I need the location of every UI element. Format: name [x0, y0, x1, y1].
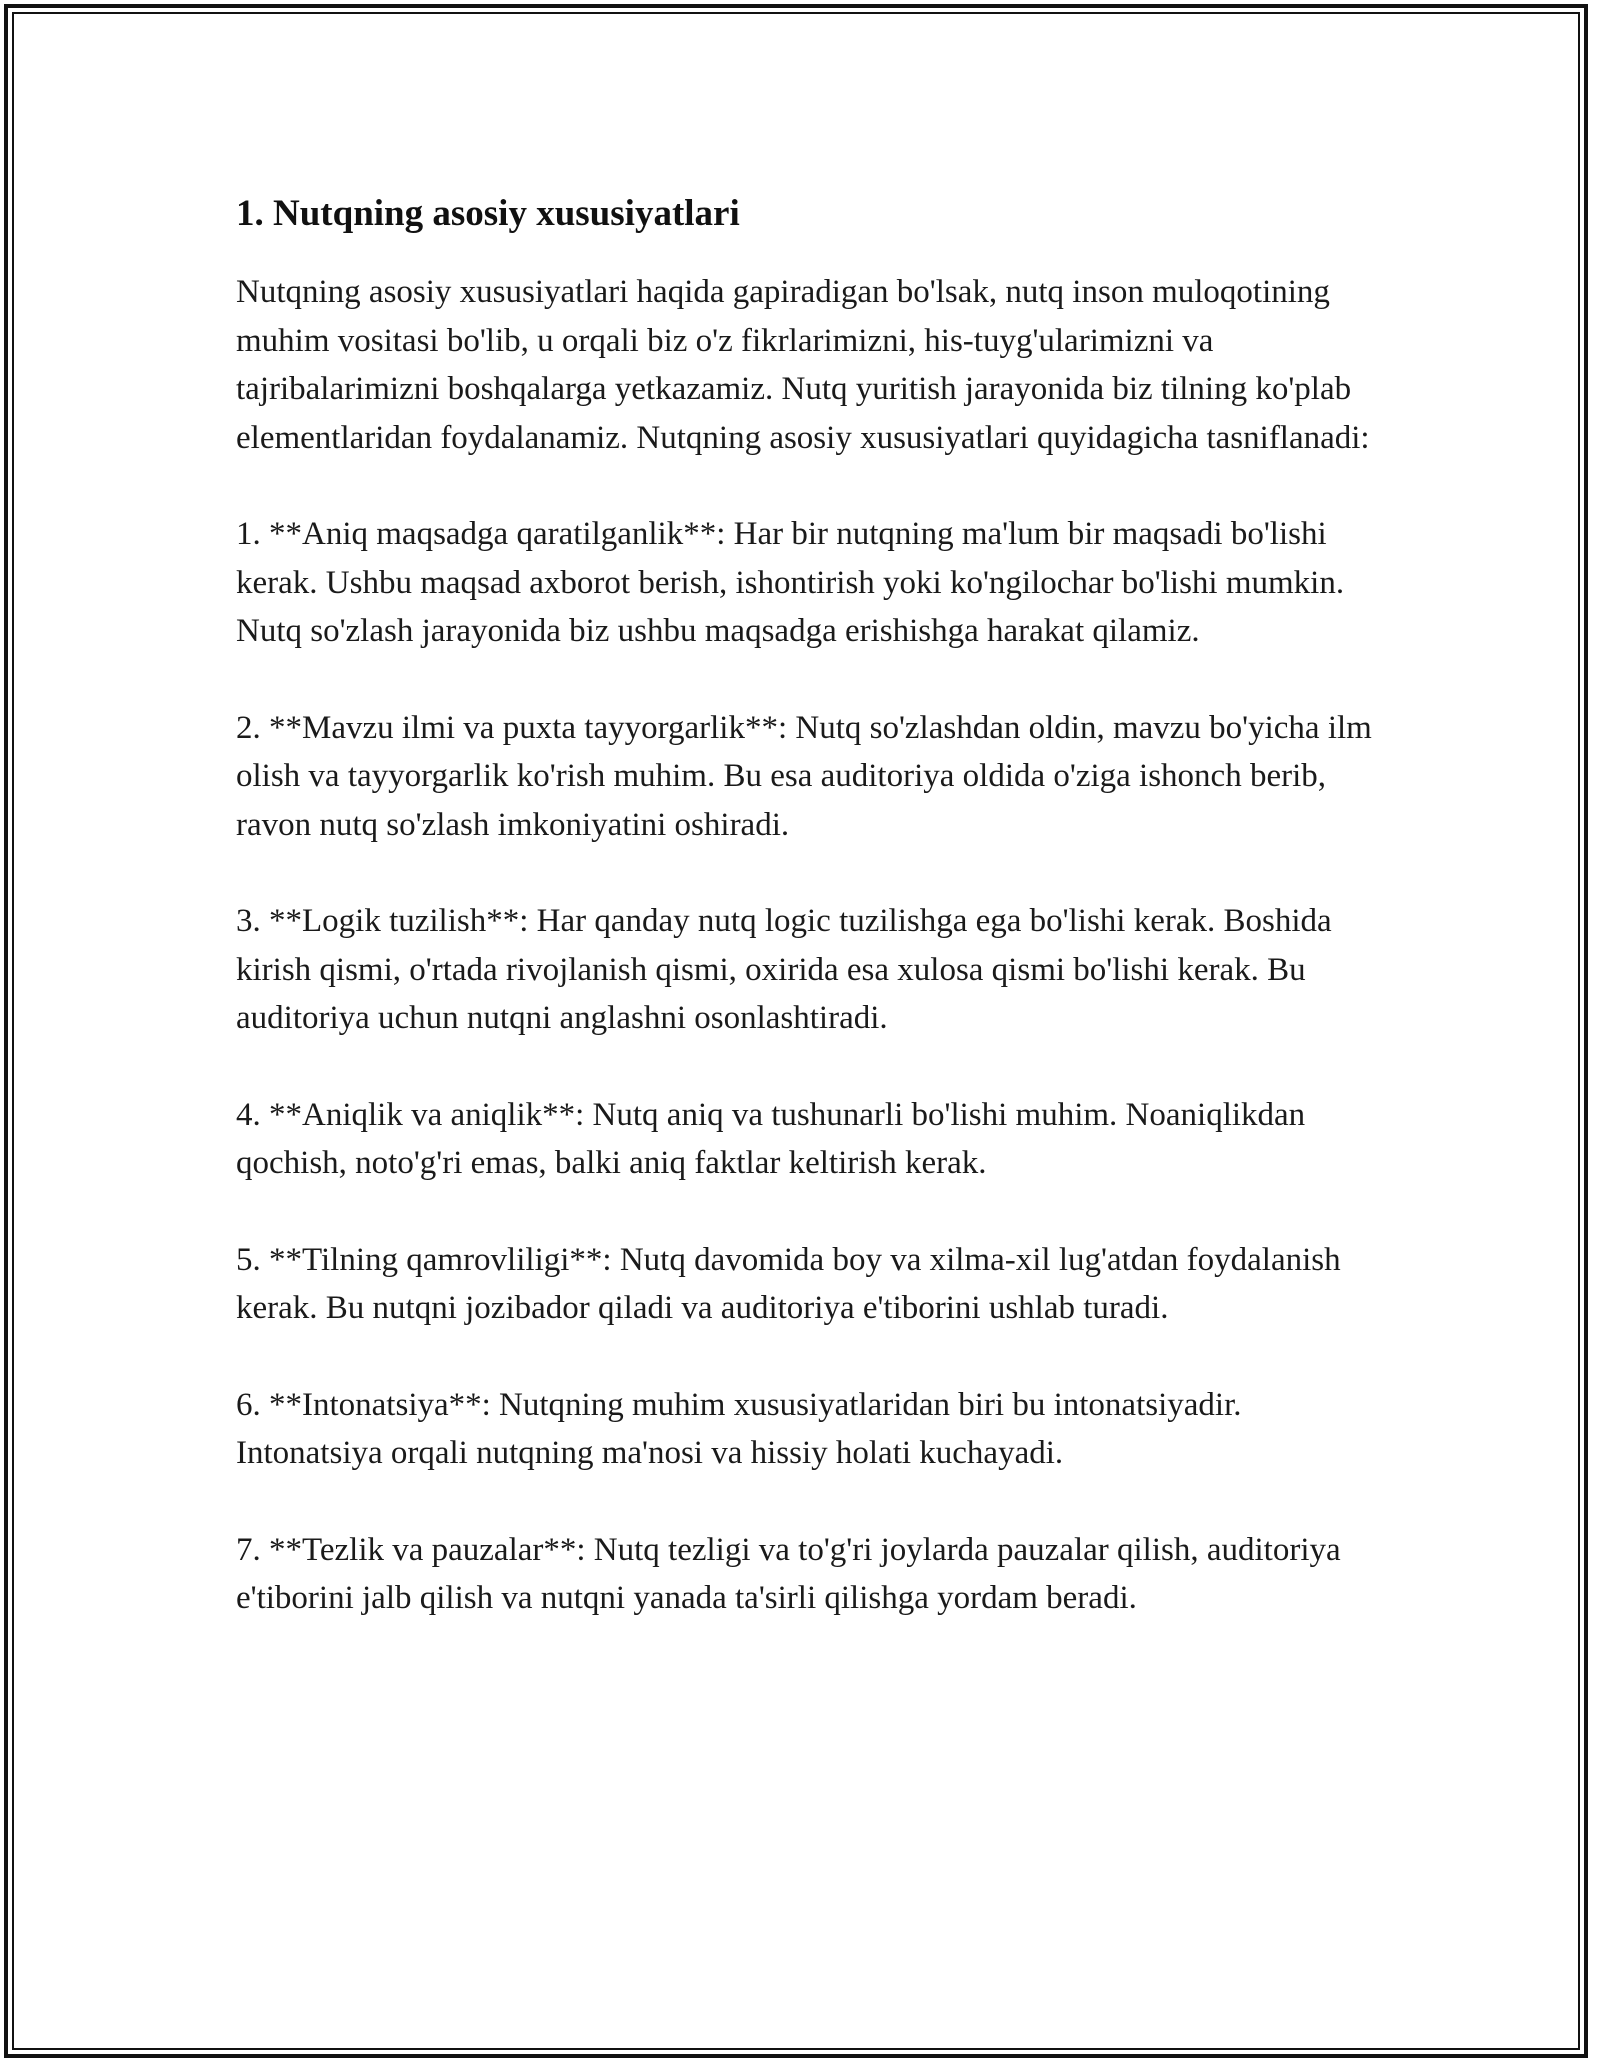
list-item-5: 5. **Tilning qamrovliligi**: Nutq davomida boy va xilma-xil lug'atdan foydalanish kerak. Bu nutqni jozibador qiladi va auditoriya e'tiborini ushlab turadi. [236, 1241, 1341, 1326]
section-heading: 1. Nutqning asosiy xususiyatlari [236, 193, 740, 234]
list-item-7: 7. **Tezlik va pauzalar**: Nutq tezligi va to'g'ri joylarda pauzalar qilish, auditoriya e'tiborini jalb qilish va nutqni yanada ta'sirli qilishga yordam beradi. [236, 1531, 1341, 1616]
intro-paragraph: Nutqning asosiy xususiyatlari haqida gapiradigan bo'lsak, nutq inson muloqotining muhim vositasi bo'lib, u orqali biz o'z fikrlarimizni, his-tuyg'ularimizni va tajribalarimizni boshqalarga yetkazamiz. Nutq yuritish jarayonida biz tilning ko'plab elementlaridan foydalanamiz. Nutqning asosiy xususiyatlari quyidagicha tasniflanadi: [236, 274, 1370, 456]
list-item-6: 6. **Intonatsiya**: Nutqning muhim xususiyatlaridan biri bu intonatsiyadir. Intonatsiya orqali nutqning ma'nosi va hissiy holati kuchayadi. [236, 1386, 1242, 1471]
document-body [236, 188, 1376, 1671]
list-item-3: 3. **Logik tuzilish**: Har qanday nutq logic tuzilishga ega bo'lishi kerak. Boshida kirish qismi, o'rtada rivojlanish qismi, oxirida esa xulosa qismi bo'lishi kerak. Bu auditoriya uchun nutqni anglashni osonlashtiradi. [236, 903, 1332, 1036]
list-item-2: 2. **Mavzu ilmi va puxta tayyorgarlik**: Nutq so'zlashdan oldin, mavzu bo'yicha ilm olish va tayyorgarlik ko'rish muhim. Bu esa auditoriya oldida o'ziga ishonch berib, ravon nutq so'zlash imkoniyatini oshiradi. [236, 709, 1372, 843]
list-item-4: 4. **Aniqlik va aniqlik**: Nutq aniq va tushunarli bo'lishi muhim. Noaniqlikdan qochish, noto'g'ri emas, balki aniq faktlar keltirish kerak. [236, 1096, 1306, 1181]
list-item-1: 1. **Aniq maqsadga qaratilganlik**: Har bir nutqning ma'lum bir maqsadi bo'lishi kerak. Ushbu maqsad axborot berish, ishontirish yoki ko'ngilochar bo'lishi mumkin. Nutq so'zlash jarayonida biz ushbu maqsadga erishishga harakat qilamiz. [236, 516, 1345, 649]
